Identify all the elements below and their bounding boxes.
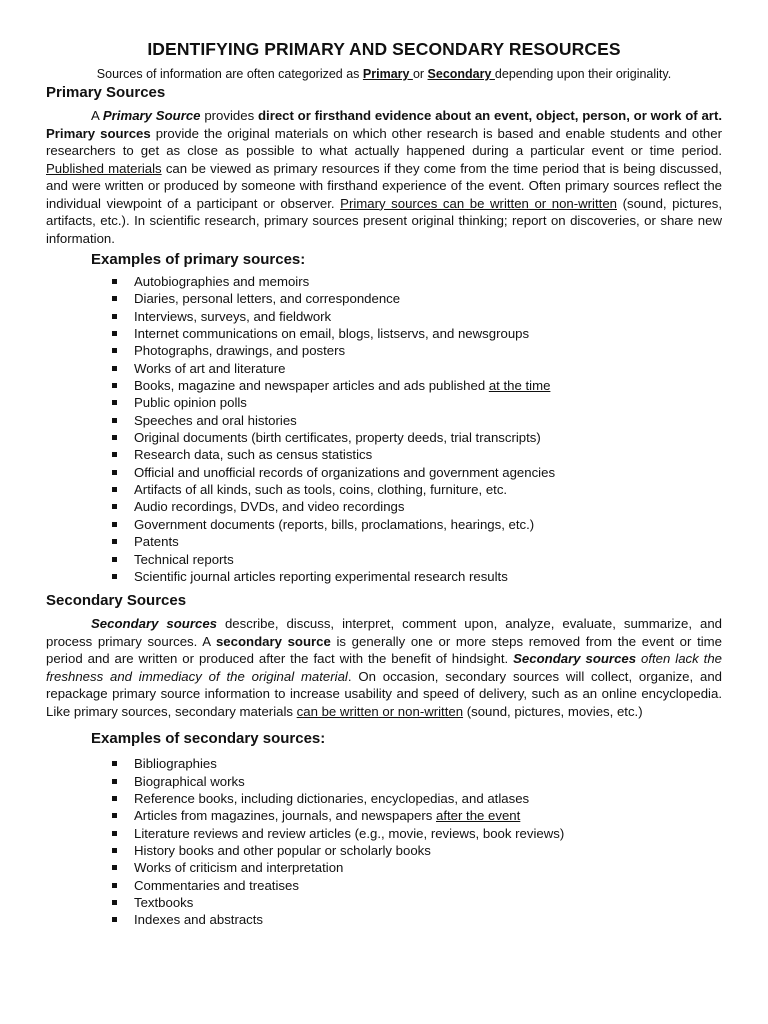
square-bullet-icon — [112, 539, 117, 544]
list-item-text: Government documents (reports, bills, proclamations, hearings, etc.) — [134, 516, 535, 532]
square-bullet-icon — [112, 883, 117, 888]
list-item — [134, 516, 722, 533]
list-item — [134, 825, 722, 842]
text-run-underline: can be written or non-written — [296, 703, 464, 719]
text-run-underline: Published materials — [46, 160, 162, 176]
text-run: (sound, pictures, artifacts, etc.). In scientific research, primary sources present original thinking; report on discoveries, or share new information. — [46, 195, 722, 246]
square-bullet-icon — [112, 504, 117, 509]
square-bullet-icon — [112, 865, 117, 870]
square-bullet-icon — [112, 831, 117, 836]
text-run-underline: Primary sources can be written or non-written — [340, 195, 617, 211]
text-run: describe, discuss, interpret, comment upon, analyze, evaluate, summarize, and process primary sources. A — [46, 616, 722, 649]
list-item — [134, 773, 722, 790]
text-run: can be viewed as primary resources if they come from the time period that is being discussed, and were written or produced by someone with firsthand experience of the event. Often primary sources reflect the individual viewpoint of a participant or observer. — [46, 160, 722, 211]
square-bullet-icon — [112, 470, 117, 475]
list-item — [134, 342, 722, 359]
list-item-text: Interviews, surveys, and fieldwork — [134, 308, 332, 324]
square-bullet-icon — [112, 796, 117, 801]
list-item — [134, 790, 722, 807]
intro-secondary: Secondary — [427, 67, 495, 81]
list-item-text: Patents — [134, 534, 179, 550]
primary-sources-paragraph — [46, 107, 722, 247]
list-item-text: Scientific journal articles reporting experimental research results — [134, 568, 508, 584]
list-item — [134, 394, 722, 411]
text-run: . On occasion, secondary sources will collect, organize, and repackage primary source information to increase usability and speed of delivery, such as an online encyclopedia. Like primary sources, secondary materials — [46, 668, 722, 719]
list-item — [134, 533, 722, 550]
list-item-text: Speeches and oral histories — [134, 412, 297, 428]
list-item-text: History books and other popular or scholarly books — [134, 842, 431, 858]
square-bullet-icon — [112, 279, 117, 284]
list-item-text: Official and unofficial records of organizations and government agencies — [134, 464, 556, 480]
list-item — [134, 498, 722, 515]
square-bullet-icon — [112, 348, 117, 353]
text-run-bold: direct or firsthand evidence about an event, object, person, or work of art. — [257, 108, 722, 123]
list-item — [134, 755, 722, 772]
intro-part: or — [412, 67, 428, 81]
list-item-text: Original documents (birth certificates, property deeds, trial transcripts) — [134, 430, 541, 446]
list-item-text: Biographical works — [134, 773, 245, 789]
list-item-underline: after the event — [436, 808, 521, 824]
square-bullet-icon — [112, 761, 117, 766]
square-bullet-icon — [112, 366, 117, 371]
list-item-text: Works of art and literature — [134, 360, 286, 376]
list-item-text: Artifacts of all kinds, such as tools, coins, clothing, furniture, etc. — [134, 482, 508, 498]
square-bullet-icon — [112, 418, 117, 423]
secondary-sources-paragraph — [46, 615, 722, 720]
list-item-text: Photographs, drawings, and posters — [134, 343, 346, 359]
list-item — [134, 446, 722, 463]
list-item-underline: at the time — [488, 378, 551, 394]
list-item — [134, 290, 722, 307]
primary-sources-heading: Primary Sources — [46, 84, 166, 101]
list-item-text: Literature reviews and review articles (e.g., movie, reviews, book reviews) — [134, 825, 565, 841]
list-item-text: Technical reports — [134, 551, 234, 567]
secondary-sources-heading: Secondary Sources — [46, 592, 187, 610]
list-item-text: Articles from magazines, journals, and newspapers — [134, 808, 436, 824]
list-item — [134, 807, 722, 824]
list-item — [134, 481, 722, 498]
intro-primary: Primary — [362, 67, 413, 81]
square-bullet-icon — [112, 314, 117, 319]
list-item — [134, 568, 722, 585]
square-bullet-icon — [112, 487, 117, 492]
text-run-bold-italic: Secondary sources — [513, 651, 637, 667]
list-item — [134, 273, 722, 290]
list-item-text: Bibliographies — [134, 756, 217, 772]
text-run: is generally one or more steps removed from the event or time period and are written or produced after the fact with the benefit of hindsight. — [46, 633, 722, 667]
square-bullet-icon — [112, 900, 117, 905]
intro-part: Sources of information are often categorized as — [96, 67, 363, 81]
square-bullet-icon — [112, 400, 117, 405]
square-bullet-icon — [112, 383, 117, 388]
list-item — [134, 308, 722, 325]
list-item — [134, 894, 722, 911]
text-run: (sound, pictures, movies, etc.) — [463, 703, 643, 719]
primary-examples-heading: Examples of primary sources: — [91, 251, 306, 268]
list-item-text: Internet communications on email, blogs, listservs, and newsgroups — [134, 326, 530, 342]
text-run-italic: often lack the freshness and immediacy of the original material — [46, 651, 722, 684]
list-item-text: Research data, such as census statistics — [134, 447, 373, 463]
list-item-text: Reference books, including dictionaries, encyclopedias, and atlases — [134, 790, 530, 806]
intro-text — [46, 66, 722, 82]
text-run-bold: secondary source — [215, 633, 331, 649]
square-bullet-icon — [112, 522, 117, 527]
square-bullet-icon — [112, 331, 117, 336]
intro-part: depending upon their originality. — [494, 67, 672, 81]
text-run: provide the original materials on which other research is based and enable students and other researchers to get as close as possible to what actually happened during a particular event or time period. — [46, 125, 722, 158]
secondary-examples-heading: Examples of secondary sources: — [91, 730, 326, 748]
square-bullet-icon — [112, 917, 117, 922]
list-item-text: Audio recordings, DVDs, and video recordings — [134, 499, 405, 515]
list-item — [134, 377, 722, 394]
list-item — [134, 429, 722, 446]
list-item — [134, 911, 722, 928]
square-bullet-icon — [112, 848, 117, 853]
text-run: A — [91, 108, 103, 123]
square-bullet-icon — [112, 557, 117, 562]
text-run: provides — [200, 108, 258, 123]
list-item — [134, 877, 722, 894]
list-item — [134, 842, 722, 859]
list-item-text: Public opinion polls — [134, 395, 247, 411]
square-bullet-icon — [112, 779, 117, 784]
square-bullet-icon — [112, 296, 117, 301]
square-bullet-icon — [112, 574, 117, 579]
list-item-text: Commentaries and treatises — [134, 877, 299, 893]
list-item-text: Diaries, personal letters, and correspondence — [134, 291, 401, 307]
list-item — [134, 551, 722, 568]
text-run-bold-italic: Primary Source — [102, 108, 201, 123]
list-item-text: Indexes and abstracts — [134, 912, 264, 928]
document-title: IDENTIFYING PRIMARY AND SECONDARY RESOURCES — [147, 39, 621, 59]
list-item-text: Autobiographies and memoirs — [134, 274, 310, 289]
primary-examples-list — [46, 273, 722, 585]
secondary-examples-list — [46, 755, 722, 928]
square-bullet-icon — [112, 435, 117, 440]
list-item-text: Books, magazine and newspaper articles and ads published — [134, 378, 489, 394]
list-item-text: Works of criticism and interpretation — [134, 860, 344, 876]
list-item — [134, 412, 722, 429]
square-bullet-icon — [112, 813, 117, 818]
list-item-text: Textbooks — [134, 894, 194, 910]
list-item — [134, 464, 722, 481]
list-item — [134, 859, 722, 876]
text-run-bold-italic: Secondary sources — [91, 616, 217, 632]
list-item — [134, 360, 722, 377]
square-bullet-icon — [112, 452, 117, 457]
list-item — [134, 325, 722, 342]
text-run-bold: Primary sources — [46, 125, 151, 141]
